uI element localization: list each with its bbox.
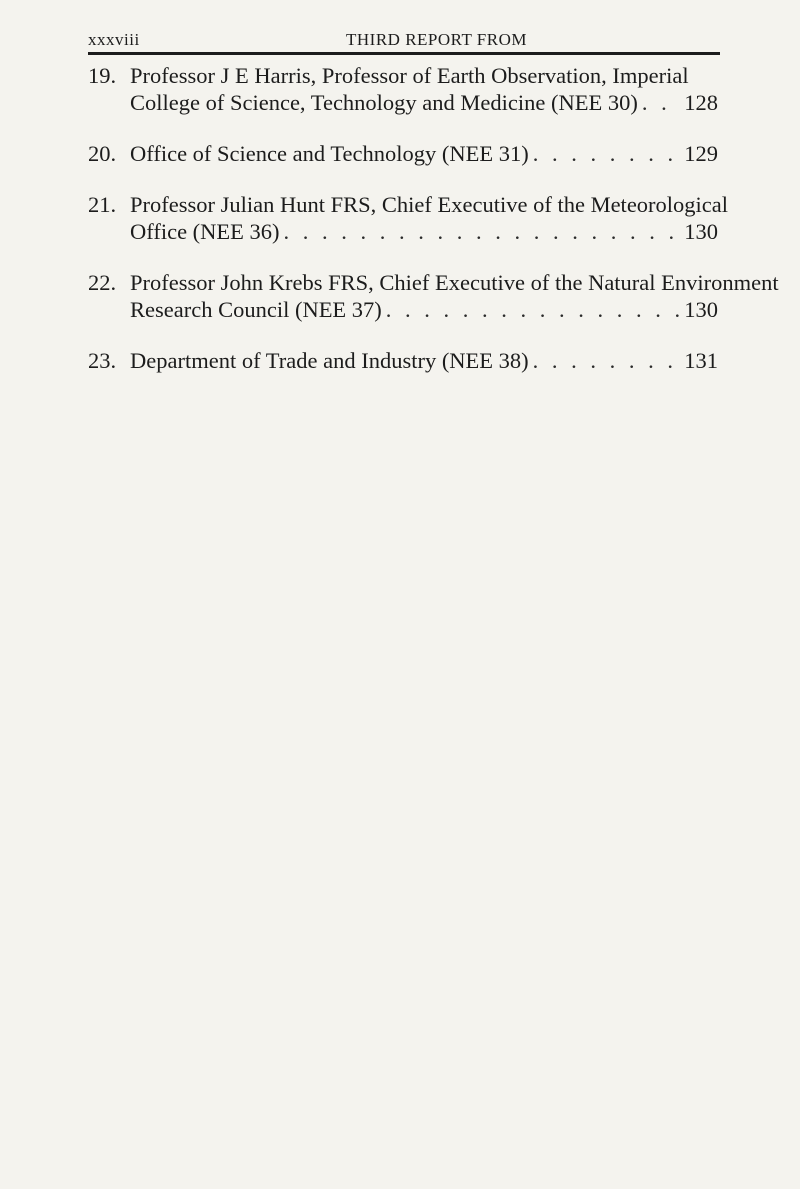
list-item xyxy=(88,62,718,116)
dot-leader xyxy=(529,140,680,167)
entry-title-line: Office of Science and Technology (NEE 31) xyxy=(130,141,529,166)
entry-number: 23. xyxy=(88,348,117,373)
dot-leader xyxy=(280,218,680,245)
dot-leader xyxy=(382,296,680,323)
entry-title-line: Professor John Krebs FRS, Chief Executive of the Natural Environment xyxy=(130,270,779,295)
entry-number: 21. xyxy=(88,192,117,217)
entry-title-line: College of Science, Technology and Medicine (NEE 30) xyxy=(130,90,638,115)
list-item xyxy=(88,269,779,323)
entry-page-number: 131 xyxy=(684,348,718,373)
list-item xyxy=(88,140,718,167)
contents-list xyxy=(88,62,779,398)
dot-leader xyxy=(529,347,680,374)
entry-title-line: Research Council (NEE 37) xyxy=(130,297,382,322)
entry-title-line: Office (NEE 36) xyxy=(130,219,280,244)
header-rule xyxy=(88,52,720,55)
entry-page-number: 129 xyxy=(684,141,718,166)
entry-number: 22. xyxy=(88,270,117,295)
entry-page-number: 130 xyxy=(684,219,718,244)
entry-title-line: Professor Julian Hunt FRS, Chief Executive of the Meteorological xyxy=(130,192,729,217)
page-header xyxy=(88,28,720,54)
page-number-roman: xxxviii xyxy=(88,30,140,49)
running-title: THIRD REPORT FROM xyxy=(346,30,527,49)
list-item xyxy=(88,191,729,245)
list-item xyxy=(88,347,718,374)
dot-leader xyxy=(638,89,680,116)
entry-page-number: 128 xyxy=(684,90,718,115)
entry-page-number: 130 xyxy=(684,297,718,322)
entry-number: 20. xyxy=(88,141,117,166)
entry-number: 19. xyxy=(88,63,117,88)
entry-title-line: Department of Trade and Industry (NEE 38) xyxy=(130,348,529,373)
entry-title-line: Professor J E Harris, Professor of Earth Observation, Imperial xyxy=(130,63,689,88)
